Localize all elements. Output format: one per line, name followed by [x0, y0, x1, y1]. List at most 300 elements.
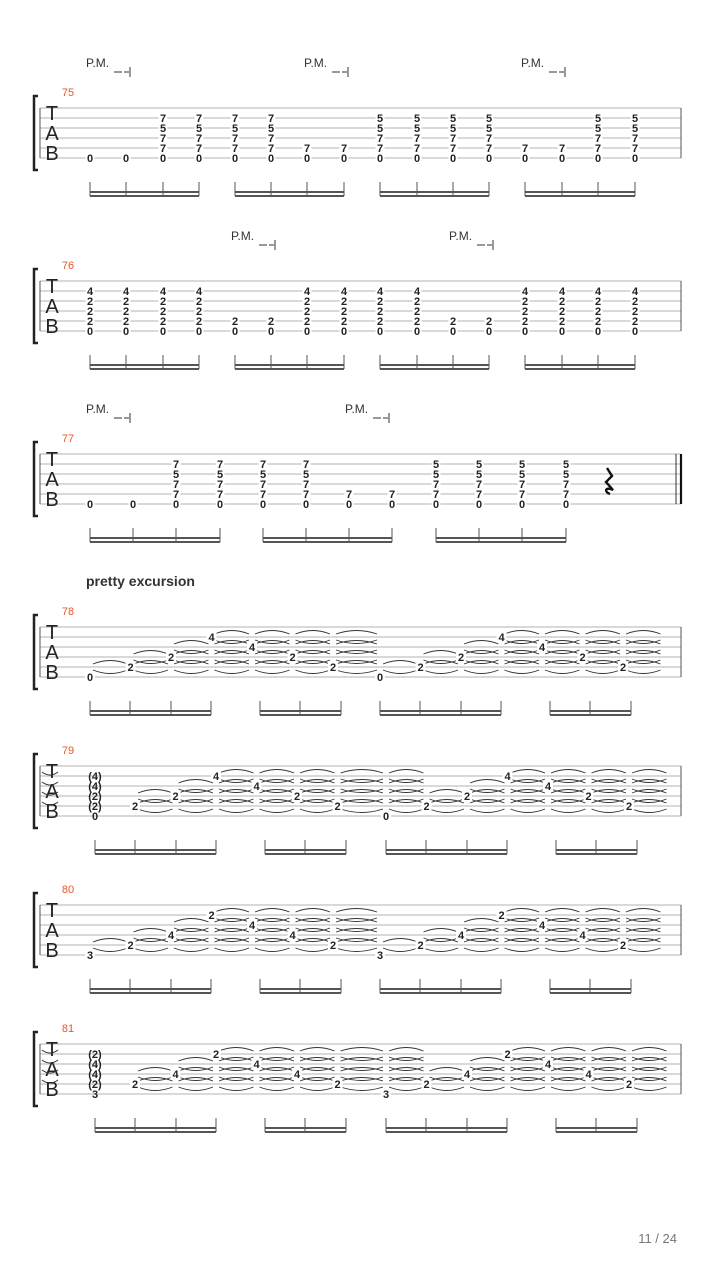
let-ring-arc [424, 929, 459, 933]
let-ring-arc [632, 1087, 667, 1091]
let-ring-arc [592, 1087, 627, 1091]
fret-number: 2 [159, 296, 167, 308]
palm-mute-label: P.M. [304, 56, 328, 70]
tied-fret-number: (2) [88, 791, 102, 803]
fret-number: 2 [340, 296, 348, 308]
let-ring-arc [424, 651, 459, 655]
let-ring-arc [430, 790, 465, 794]
fret-number: 0 [129, 499, 137, 511]
fret-number: 2 [127, 662, 134, 674]
fret-number: 5 [485, 113, 493, 125]
fret-number: 7 [518, 489, 526, 501]
fret-number: 7 [231, 133, 239, 145]
fret-number: 2 [449, 316, 457, 328]
fret-number: 4 [86, 286, 94, 298]
let-ring-arc [505, 670, 540, 674]
let-ring-arc [545, 948, 580, 952]
fret-number: 2 [631, 306, 639, 318]
fret-number: 5 [449, 123, 457, 135]
fret-number: 0 [562, 499, 570, 511]
let-ring-arc [511, 1087, 546, 1091]
fret-number: 5 [231, 123, 239, 135]
fret-number: 5 [432, 469, 440, 481]
fret-number: 4 [457, 930, 465, 942]
fret-number: 0 [267, 326, 275, 338]
fret-number: 5 [594, 113, 602, 125]
fret-number: 0 [231, 326, 239, 338]
let-ring-arc [341, 770, 384, 774]
fret-number: 7 [159, 133, 167, 145]
fret-number: 4 [558, 286, 566, 298]
fret-number: 0 [432, 499, 440, 511]
fret-number: 2 [457, 652, 465, 664]
fret-number: 4 [498, 632, 505, 644]
fret-number: 4 [463, 1069, 471, 1081]
let-ring-arc [424, 948, 459, 952]
let-ring-arc [464, 919, 499, 923]
fret-number: 4 [289, 930, 296, 942]
fret-number: 0 [475, 499, 483, 511]
fret-number: 2 [334, 801, 341, 813]
fret-number: 2 [195, 296, 203, 308]
let-ring-arc [174, 948, 209, 952]
measure-number: 79 [61, 745, 75, 757]
fret-number: 7 [231, 113, 239, 125]
fret-number: 2 [594, 306, 602, 318]
fret-number: 2 [86, 316, 94, 328]
fret-number: 2 [122, 296, 130, 308]
tab-clef-letter: B [45, 316, 59, 338]
fret-number: 0 [195, 153, 203, 165]
page-number: 11 / 24 [638, 1231, 677, 1246]
fret-number: 2 [498, 910, 505, 922]
fret-number: 5 [475, 469, 483, 481]
let-ring-arc [430, 1068, 465, 1072]
system-bracket [34, 615, 38, 689]
let-ring-arc [215, 909, 250, 913]
let-ring-arc [174, 670, 209, 674]
let-ring-arc [219, 770, 254, 774]
fret-number: 0 [449, 153, 457, 165]
fret-number: 2 [376, 306, 384, 318]
fret-number: 7 [302, 489, 310, 501]
fret-number: 0 [376, 153, 384, 165]
fret-number: 7 [195, 143, 203, 155]
fret-number: 0 [376, 672, 384, 684]
fret-number: 7 [558, 143, 566, 155]
fret-number: 7 [413, 143, 421, 155]
fret-number: 7 [345, 489, 353, 501]
tab-clef-letter: A [45, 781, 59, 803]
let-ring-arc [632, 1048, 667, 1052]
tied-fret-number: (2) [88, 1049, 102, 1061]
let-ring-arc [586, 909, 621, 913]
fret-number: 7 [562, 479, 570, 491]
fret-number: 7 [449, 143, 457, 155]
fret-number: 5 [302, 469, 310, 481]
let-ring-arc [134, 948, 169, 952]
fret-number: 4 [340, 286, 348, 298]
let-ring-arc [255, 631, 290, 635]
fret-number: 0 [521, 153, 529, 165]
fret-number: 2 [558, 296, 566, 308]
tab-clef-letter: A [45, 642, 59, 664]
fret-number: 2 [413, 296, 421, 308]
fret-number: 7 [594, 143, 602, 155]
fret-number: 2 [303, 316, 311, 328]
let-ring-arc [383, 670, 418, 674]
let-ring-arc [545, 909, 580, 913]
tab-clef-letter: A [45, 296, 59, 318]
fret-number: 4 [212, 771, 220, 783]
fret-number: 4 [376, 286, 384, 298]
fret-number: 4 [293, 1069, 301, 1081]
fret-number: 4 [585, 1069, 592, 1081]
let-ring-arc [592, 809, 627, 813]
fret-number: 7 [259, 479, 267, 491]
let-ring-arc [632, 809, 667, 813]
fret-number: 0 [86, 326, 94, 338]
fret-number: 2 [122, 306, 130, 318]
palm-mute-label: P.M. [86, 402, 110, 416]
fret-number: 7 [521, 143, 529, 155]
let-ring-arc [255, 909, 290, 913]
fret-number: 4 [538, 642, 546, 654]
fret-number: 7 [302, 459, 310, 471]
fret-number: 0 [86, 153, 94, 165]
fret-number: 2 [376, 296, 384, 308]
fret-number: 2 [521, 296, 529, 308]
let-ring-arc [215, 631, 250, 635]
fret-number: 7 [413, 133, 421, 145]
fret-number: 4 [303, 286, 311, 298]
fret-number: 2 [212, 1049, 220, 1061]
let-ring-arc [296, 948, 331, 952]
tied-fret-number: (4) [88, 781, 102, 793]
fret-number: 2 [413, 316, 421, 328]
fret-number: 7 [159, 113, 167, 125]
fret-number: 4 [195, 286, 203, 298]
let-ring-arc [219, 1048, 254, 1052]
fret-number: 7 [216, 479, 224, 491]
let-ring-arc [179, 1087, 214, 1091]
fret-number: 0 [216, 499, 224, 511]
fret-number: 2 [485, 316, 493, 328]
fret-number: 7 [518, 479, 526, 491]
fret-number: 0 [376, 326, 384, 338]
let-ring-arc [586, 948, 621, 952]
fret-number: 4 [538, 920, 546, 932]
fret-number: 2 [585, 791, 592, 803]
fret-number: 7 [485, 133, 493, 145]
fret-number: 2 [521, 306, 529, 318]
let-ring-arc [511, 809, 546, 813]
fret-number: 2 [625, 1079, 633, 1091]
fret-number: 2 [131, 801, 139, 813]
fret-number: 5 [413, 123, 421, 135]
fret-number: 2 [208, 910, 215, 922]
fret-number: 2 [195, 306, 203, 318]
system-bracket [34, 96, 38, 170]
section-title: pretty excursion [86, 573, 195, 589]
fret-number: 2 [172, 791, 179, 803]
fret-number: 4 [631, 286, 639, 298]
fret-number: 0 [231, 153, 239, 165]
let-ring-arc [93, 670, 128, 674]
let-ring-arc [138, 809, 173, 813]
fret-number: 2 [340, 316, 348, 328]
fret-number: 3 [382, 1089, 390, 1101]
fret-number: 4 [544, 781, 552, 793]
fret-number: 0 [340, 326, 348, 338]
let-ring-arc [300, 809, 335, 813]
measure-number: 80 [61, 884, 75, 896]
tab-clef-letter: T [45, 449, 59, 471]
let-ring-arc [511, 770, 546, 774]
let-ring-arc [93, 948, 128, 952]
let-ring-arc [551, 1087, 586, 1091]
fret-number: 2 [329, 662, 337, 674]
fret-number: 0 [449, 326, 457, 338]
quarter-rest [606, 468, 613, 494]
fret-number: 5 [376, 113, 384, 125]
let-ring-arc [592, 770, 627, 774]
fret-number: 5 [475, 459, 483, 471]
let-ring-arc [336, 948, 377, 952]
let-ring-arc [424, 670, 459, 674]
let-ring-arc [389, 1087, 424, 1091]
system-bracket [34, 442, 38, 516]
let-ring-arc [134, 670, 169, 674]
let-ring-arc [470, 780, 505, 784]
fret-number: 5 [267, 123, 275, 135]
fret-number: 2 [303, 306, 311, 318]
let-ring-arc [626, 909, 661, 913]
fret-number: 0 [382, 811, 390, 823]
fret-number: 7 [267, 143, 275, 155]
let-ring-arc [296, 909, 331, 913]
fret-number: 0 [631, 153, 639, 165]
fret-number: 2 [329, 940, 337, 952]
fret-number: 2 [625, 801, 633, 813]
fret-number: 7 [267, 113, 275, 125]
tab-clef-letter: B [45, 940, 59, 962]
tab-clef-letter: B [45, 143, 59, 165]
fret-number: 5 [159, 123, 167, 135]
fret-number: 2 [417, 940, 424, 952]
palm-mute-label: P.M. [449, 229, 473, 243]
fret-number: 0 [195, 326, 203, 338]
system-bracket [34, 754, 38, 828]
fret-number: 7 [172, 479, 180, 491]
fret-number: 7 [594, 133, 602, 145]
let-ring-arc [138, 790, 173, 794]
fret-number: 4 [248, 920, 256, 932]
let-ring-arc [260, 1048, 295, 1052]
fret-number: 0 [303, 326, 311, 338]
let-ring-arc [296, 670, 331, 674]
let-ring-arc [215, 948, 250, 952]
let-ring-arc [215, 670, 250, 674]
fret-number: 2 [594, 316, 602, 328]
fret-number: 5 [432, 459, 440, 471]
fret-number: 0 [345, 499, 353, 511]
fret-number: 0 [413, 326, 421, 338]
let-ring-arc [336, 909, 377, 913]
fret-number: 0 [86, 672, 94, 684]
fret-number: 4 [159, 286, 167, 298]
let-ring-arc [592, 1048, 627, 1052]
fret-number: 7 [303, 143, 311, 155]
measure-number: 81 [61, 1023, 75, 1035]
let-ring-arc [383, 939, 418, 943]
fret-number: 5 [216, 469, 224, 481]
let-ring-arc [300, 1087, 335, 1091]
tied-fret-number: (4) [88, 1069, 102, 1081]
let-ring-arc [219, 809, 254, 813]
let-ring-arc [551, 1048, 586, 1052]
fret-number: 7 [216, 459, 224, 471]
let-ring-arc [389, 770, 424, 774]
fret-number: 2 [195, 316, 203, 328]
palm-mute-label: P.M. [345, 402, 369, 416]
fret-number: 0 [594, 326, 602, 338]
fret-number: 7 [631, 143, 639, 155]
tab-clef-letter: T [45, 761, 59, 783]
tab-clef-letter: T [45, 900, 59, 922]
let-ring-arc [470, 809, 505, 813]
let-ring-arc [341, 1048, 384, 1052]
fret-number: 7 [259, 489, 267, 501]
let-ring-arc [336, 670, 377, 674]
fret-number: 2 [579, 652, 586, 664]
fret-number: 5 [172, 469, 180, 481]
let-ring-arc [430, 1087, 465, 1091]
fret-number: 0 [413, 153, 421, 165]
fret-number: 0 [159, 153, 167, 165]
fret-number: 7 [195, 133, 203, 145]
fret-number: 2 [619, 940, 627, 952]
fret-number: 2 [631, 296, 639, 308]
let-ring-arc [260, 1087, 295, 1091]
fret-number: 0 [172, 499, 180, 511]
let-ring-arc [138, 1068, 173, 1072]
fret-number: 0 [303, 153, 311, 165]
fret-number: 7 [302, 479, 310, 491]
fret-number: 5 [195, 123, 203, 135]
let-ring-arc [505, 909, 540, 913]
let-ring-arc [383, 948, 418, 952]
fret-number: 2 [417, 662, 424, 674]
fret-number: 4 [253, 1059, 260, 1071]
fret-number: 2 [289, 652, 296, 664]
system-bracket [34, 269, 38, 343]
palm-mute-label: P.M. [86, 56, 110, 70]
measure-number: 77 [61, 433, 75, 445]
let-ring-arc [93, 661, 128, 665]
fret-number: 2 [521, 316, 529, 328]
fret-number: 4 [594, 286, 602, 298]
fret-number: 4 [253, 781, 260, 793]
fret-number: 0 [122, 153, 130, 165]
fret-number: 2 [631, 316, 639, 328]
fret-number: 7 [388, 489, 396, 501]
let-ring-arc [464, 641, 499, 645]
fret-number: 2 [463, 791, 471, 803]
let-ring-arc [470, 1058, 505, 1062]
fret-number: 5 [518, 469, 526, 481]
fret-number: 5 [562, 469, 570, 481]
fret-number: 0 [521, 326, 529, 338]
fret-number: 0 [594, 153, 602, 165]
fret-number: 4 [248, 642, 256, 654]
fret-number: 7 [172, 459, 180, 471]
let-ring-arc [505, 948, 540, 952]
fret-number: 5 [562, 459, 570, 471]
fret-number: 4 [167, 930, 175, 942]
fret-number: 7 [562, 489, 570, 501]
fret-number: 5 [485, 123, 493, 135]
fret-number: 0 [259, 499, 267, 511]
let-ring-arc [389, 1048, 424, 1052]
tied-fret-number: 3 [91, 1089, 99, 1101]
fret-number: 2 [159, 306, 167, 318]
let-ring-arc [551, 770, 586, 774]
measure-number: 76 [61, 260, 75, 272]
fret-number: 2 [619, 662, 627, 674]
fret-number: 7 [475, 489, 483, 501]
tab-clef-letter: B [45, 662, 59, 684]
fret-number: 0 [388, 499, 396, 511]
fret-number: 7 [159, 143, 167, 155]
let-ring-arc [464, 948, 499, 952]
let-ring-arc [626, 948, 661, 952]
fret-number: 7 [267, 133, 275, 145]
fret-number: 0 [122, 326, 130, 338]
let-ring-arc [134, 929, 169, 933]
fret-number: 7 [172, 489, 180, 501]
fret-number: 4 [122, 286, 130, 298]
tab-clef-letter: T [45, 103, 59, 125]
let-ring-arc [138, 1087, 173, 1091]
let-ring-arc [464, 670, 499, 674]
tied-fret-number: (4) [88, 771, 102, 783]
let-ring-arc [296, 631, 331, 635]
let-ring-arc [586, 670, 621, 674]
fret-number: 7 [216, 489, 224, 501]
fret-number: 7 [259, 459, 267, 471]
let-ring-arc [545, 631, 580, 635]
fret-number: 7 [449, 133, 457, 145]
fret-number: 0 [485, 326, 493, 338]
fret-number: 4 [172, 1069, 179, 1081]
tab-clef-letter: A [45, 123, 59, 145]
fret-number: 2 [376, 316, 384, 328]
fret-number: 2 [504, 1049, 511, 1061]
tied-fret-number: 0 [91, 811, 99, 823]
let-ring-arc [134, 651, 169, 655]
tied-fret-number: (2) [88, 1079, 102, 1091]
fret-number: 2 [558, 306, 566, 318]
fret-number: 7 [376, 133, 384, 145]
let-ring-arc [260, 809, 295, 813]
let-ring-arc [626, 670, 661, 674]
tab-clef-letter: B [45, 801, 59, 823]
system-bracket [34, 893, 38, 967]
fret-number: 2 [167, 652, 175, 664]
fret-number: 2 [303, 296, 311, 308]
tied-fret-number: (2) [88, 801, 102, 813]
